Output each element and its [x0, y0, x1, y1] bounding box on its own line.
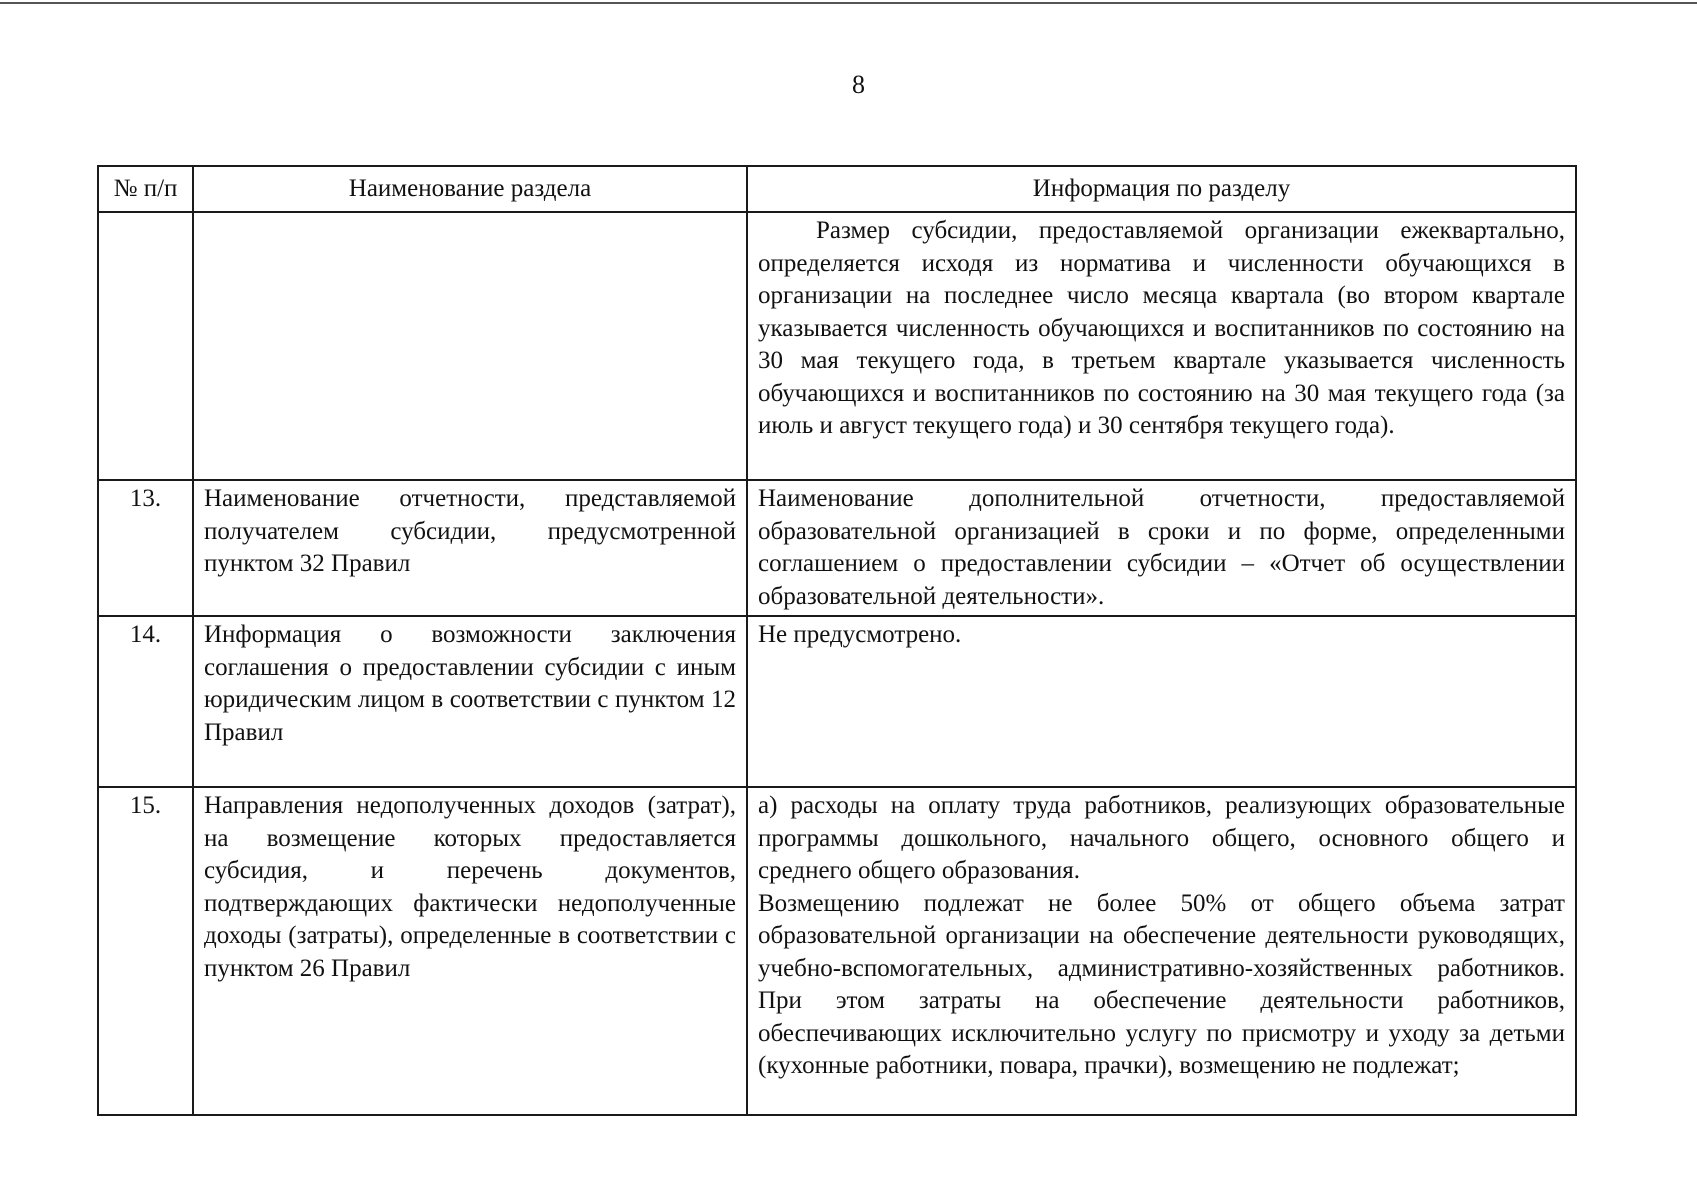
row-number: 13. [98, 480, 193, 616]
row-number: 15. [98, 787, 193, 1115]
top-border-line [0, 2, 1697, 4]
row-section-info [747, 616, 1576, 787]
table-row [98, 212, 1576, 480]
table-header-row [98, 166, 1576, 212]
page-number: 8 [852, 70, 865, 99]
info-paragraph: Размер субсидии, предоставляемой организации ежеквартально, определяется исходя из норматива и численности обучающихся в организации на последнее число месяца квартала (во втором квартале указывается численность обучающихся и воспитанников по состоянию на 30 мая текущего года, в третьем квартале указывается численность обучающихся и воспитанников по состоянию на 30 мая текущего года (за июль и август текущего года) и 30 сентября текущего года). [758, 217, 1565, 439]
info-paragraph: а) расходы на оплату труда работников, реализующих образовательные программы дошкольного, начального общего, основного общего и среднего общего образования. [758, 792, 1565, 884]
info-paragraph: Не предусмотрено. [758, 621, 962, 648]
row-section-info [747, 480, 1576, 616]
table-row [98, 616, 1576, 787]
row-section-name [193, 212, 747, 480]
row-number [98, 212, 193, 480]
row-section-info [747, 787, 1576, 1115]
info-table [97, 165, 1577, 1116]
table-row [98, 480, 1576, 616]
header-name: Наименование раздела [193, 166, 747, 212]
table-row [98, 787, 1576, 1115]
row-section-name: Наименование отчетности, представляемой получателем субсидии, предусмотренной пунктом 32 Правил [193, 480, 747, 616]
info-paragraph: Возмещению подлежат не более 50% от общего объема затрат образовательной организации на обеспечение деятельности руководящих, учебно-вспомогательных, административно-хозяйственных работников. При этом затраты на обеспечение деятельности работников, обеспечивающих исключительно услугу по присмотру и уходу за детьми (кухонные работники, повара, прачки), возмещению не подлежат; [758, 889, 1565, 1079]
row-section-info [747, 212, 1576, 480]
header-info: Информация по разделу [747, 166, 1576, 212]
row-section-name: Направления недополученных доходов (затрат), на возмещение которых предоставляется субсидия, и перечень документов, подтверждающих фактически недополученные доходы (затраты), определенные в соответствии с пунктом 26 Правил [193, 787, 747, 1115]
header-num: № п/п [98, 166, 193, 212]
row-number: 14. [98, 616, 193, 787]
row-section-name: Информация о возможности заключения соглашения о предоставлении субсидии с иным юридическим лицом в соответствии с пунктом 12 Правил [193, 616, 747, 787]
info-paragraph: Наименование дополнительной отчетности, предоставляемой образовательной организацией в сроки и по форме, определенными соглашением о предоставлении субсидии – «Отчет об осуществлении образовательной деятельности». [758, 485, 1565, 610]
